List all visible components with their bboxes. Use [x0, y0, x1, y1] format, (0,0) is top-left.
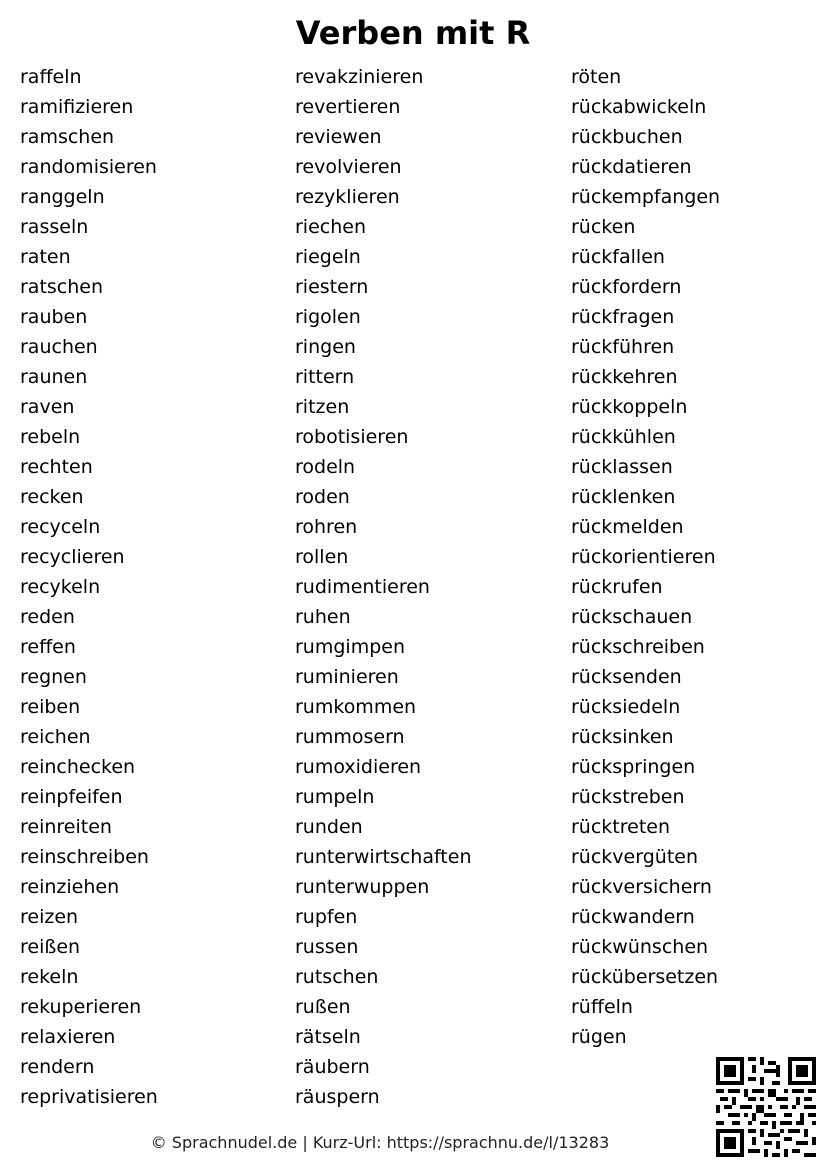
verb-item: rückführen — [571, 336, 675, 358]
verb-item: rückfragen — [571, 306, 675, 328]
verb-item: rückwandern — [571, 906, 695, 928]
verb-item: rücklenken — [571, 486, 676, 508]
verb-item: röten — [571, 66, 622, 88]
verb-item: rupfen — [295, 906, 358, 928]
verb-item: riegeln — [295, 246, 361, 268]
verb-item: runterwirtschaften — [295, 846, 472, 868]
verb-item: rätseln — [295, 1026, 361, 1048]
verb-item: rückkoppeln — [571, 396, 688, 418]
verb-item: rückkehren — [571, 366, 678, 388]
verb-item: rendern — [20, 1056, 95, 1078]
verb-item: rücktreten — [571, 816, 671, 838]
verb-item: ringen — [295, 336, 356, 358]
verb-item: ramifizieren — [20, 96, 134, 118]
verb-item: riechen — [295, 216, 366, 238]
footer-credit: © Sprachnudel.de | Kurz-Url: https://sprachnu.de/l/13283 — [150, 1133, 610, 1152]
word-column-3 — [571, 62, 720, 1052]
verb-item: rückabwickeln — [571, 96, 707, 118]
verb-item: revolvieren — [295, 156, 402, 178]
verb-item: riestern — [295, 276, 369, 298]
verb-item: rumoxidieren — [295, 756, 422, 778]
verb-item: rüffeln — [571, 996, 633, 1018]
verb-item: reviewen — [295, 126, 382, 148]
verb-item: rückstreben — [571, 786, 685, 808]
verb-item: rauben — [20, 306, 88, 328]
verb-item: rückempfangen — [571, 186, 721, 208]
verb-item: rückversichern — [571, 876, 712, 898]
verb-item: rasseln — [20, 216, 89, 238]
verb-item: rutschen — [295, 966, 379, 988]
verb-item: rittern — [295, 366, 355, 388]
verb-item: russen — [295, 936, 359, 958]
verb-item: räubern — [295, 1056, 370, 1078]
verb-item: rücksiedeln — [571, 696, 681, 718]
verb-item: reinschreiben — [20, 846, 149, 868]
verb-item: ruhen — [295, 606, 351, 628]
verb-item: raven — [20, 396, 75, 418]
verb-item: rückorientieren — [571, 546, 716, 568]
verb-item: rodeln — [295, 456, 356, 478]
verb-item: rücklassen — [571, 456, 673, 478]
verb-item: rumgimpen — [295, 636, 406, 658]
verb-item: revertieren — [295, 96, 401, 118]
verb-item: ruminieren — [295, 666, 399, 688]
verb-item: recken — [20, 486, 84, 508]
verb-item: räuspern — [295, 1086, 380, 1108]
word-column-2 — [295, 62, 472, 1112]
verb-item: reinpfeifen — [20, 786, 123, 808]
verb-item: rückvergüten — [571, 846, 698, 868]
verb-item: recykeln — [20, 576, 101, 598]
verb-item: ratschen — [20, 276, 104, 298]
verb-item: raten — [20, 246, 71, 268]
verb-item: reffen — [20, 636, 76, 658]
verb-item: reprivatisieren — [20, 1086, 158, 1108]
verb-item: ramschen — [20, 126, 115, 148]
verb-item: rückdatieren — [571, 156, 692, 178]
verb-item: rigolen — [295, 306, 361, 328]
verb-item: reiben — [20, 696, 81, 718]
verb-item: relaxieren — [20, 1026, 116, 1048]
verb-item: rezyklieren — [295, 186, 400, 208]
verb-item: rücksinken — [571, 726, 674, 748]
verb-item: rückschreiben — [571, 636, 705, 658]
verb-item: recyceln — [20, 516, 101, 538]
verb-item: runden — [295, 816, 363, 838]
verb-item: rußen — [295, 996, 351, 1018]
verb-item: recyclieren — [20, 546, 125, 568]
verb-item: reißen — [20, 936, 81, 958]
verb-item: rückbuchen — [571, 126, 683, 148]
verb-item: rückübersetzen — [571, 966, 719, 988]
verb-item: reichen — [20, 726, 91, 748]
verb-item: regnen — [20, 666, 87, 688]
verb-item: rückmelden — [571, 516, 684, 538]
verb-item: ranggeln — [20, 186, 105, 208]
verb-item: rudimentieren — [295, 576, 430, 598]
verb-item: rauchen — [20, 336, 98, 358]
verb-item: rügen — [571, 1026, 627, 1048]
verb-item: rekuperieren — [20, 996, 142, 1018]
verb-item: reinreiten — [20, 816, 112, 838]
verb-item: rumkommen — [295, 696, 417, 718]
verb-item: rechten — [20, 456, 93, 478]
verb-item: rückschauen — [571, 606, 693, 628]
verb-item: roden — [295, 486, 350, 508]
verb-item: randomisieren — [20, 156, 157, 178]
verb-item: rebeln — [20, 426, 81, 448]
verb-item: revakzinieren — [295, 66, 424, 88]
verb-item: rumpeln — [295, 786, 375, 808]
verb-item: reden — [20, 606, 75, 628]
verb-item: rollen — [295, 546, 349, 568]
verb-item: rekeln — [20, 966, 79, 988]
verb-item: rohren — [295, 516, 358, 538]
verb-item: raffeln — [20, 66, 82, 88]
verb-item: reinchecken — [20, 756, 136, 778]
verb-item: rückkühlen — [571, 426, 676, 448]
verb-item: rummosern — [295, 726, 405, 748]
verb-item: reizen — [20, 906, 79, 928]
verb-item: rückspringen — [571, 756, 696, 778]
verb-item: raunen — [20, 366, 88, 388]
verb-item: rückfordern — [571, 276, 682, 298]
verb-item: ritzen — [295, 396, 350, 418]
verb-item: rückrufen — [571, 576, 663, 598]
verb-item: rückfallen — [571, 246, 665, 268]
verb-item: reinziehen — [20, 876, 120, 898]
verb-item: runterwuppen — [295, 876, 430, 898]
qr-code-icon — [716, 1057, 816, 1157]
verb-item: robotisieren — [295, 426, 409, 448]
verb-item: rückwünschen — [571, 936, 709, 958]
word-column-1 — [20, 62, 158, 1112]
page-title: Verben mit R — [295, 14, 531, 52]
verb-item: rücken — [571, 216, 636, 238]
verb-item: rücksenden — [571, 666, 682, 688]
